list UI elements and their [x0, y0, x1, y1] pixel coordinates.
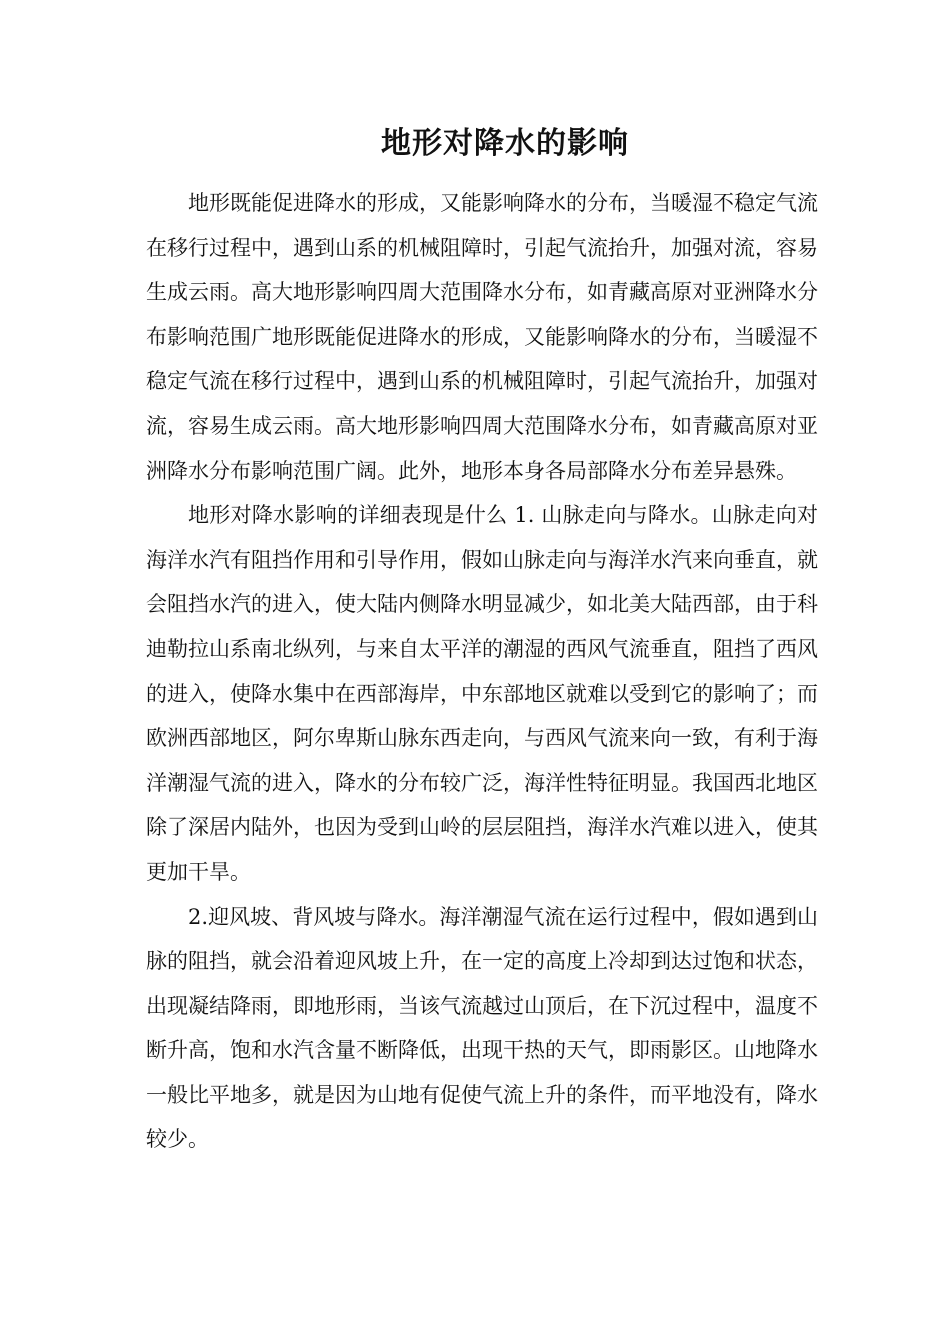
- paragraph-1: 地形既能促进降水的形成，又能影响降水的分布，当暖湿不稳定气流在移行过程中，遇到山系的机械阻障时，引起气流抬升，加强对流，容易生成云雨。高大地形影响四周大范围降水分布，如青藏高原对亚洲降水分布影响范围广地形既能促进降水的形成，又能影响降水的分布，当暖湿不稳定气流在移行过程中，遇到山系的机械阻障时，引起气流抬升，加强对流，容易生成云雨。高大地形影响四周大范围降水分布，如青藏高原对亚洲降水分布影响范围广阔。此外，地形本身各局部降水分布差异悬殊。: [146, 191, 818, 483]
- document-title: 地形对降水的影响: [381, 126, 629, 161]
- paragraph-2: 地形对降水影响的详细表现是什么 1. 山脉走向与降水。山脉走向对海洋水汽有阻挡作用和引导作用，假如山脉走向与海洋水汽来向垂直，就会阻挡水汽的进入，使大陆内侧降水明显减少，如北美大陆西部，由于科迪勒拉山系南北纵列，与来自太平洋的潮湿的西风气流垂直，阻挡了西风的进入，使降水集中在西部海岸，中东部地区就难以受到它的影响了；而欧洲西部地区，阿尔卑斯山脉东西走向，与西风气流来向一致，有利于海洋潮湿气流的进入，降水的分布较广泛，海洋性特征明显。我国西北地区除了深居内陆外，也因为受到山岭的层层阻挡，海洋水汽难以进入，使其更加干旱。: [146, 503, 818, 884]
- paragraph-3: 2.迎风坡、背风坡与降水。海洋潮湿气流在运行过程中，假如遇到山脉的阻挡，就会沿着迎风坡上升，在一定的高度上冷却到达过饱和状态，出现凝结降雨，即地形雨，当该气流越过山顶后，在下沉过程中，温度不断升高，饱和水汽含量不断降低，出现干热的天气，即雨影区。山地降水一般比平地多，就是因为山地有促使气流上升的条件，而平地没有，降水较少。: [146, 904, 818, 1152]
- document-body: [146, 181, 818, 1162]
